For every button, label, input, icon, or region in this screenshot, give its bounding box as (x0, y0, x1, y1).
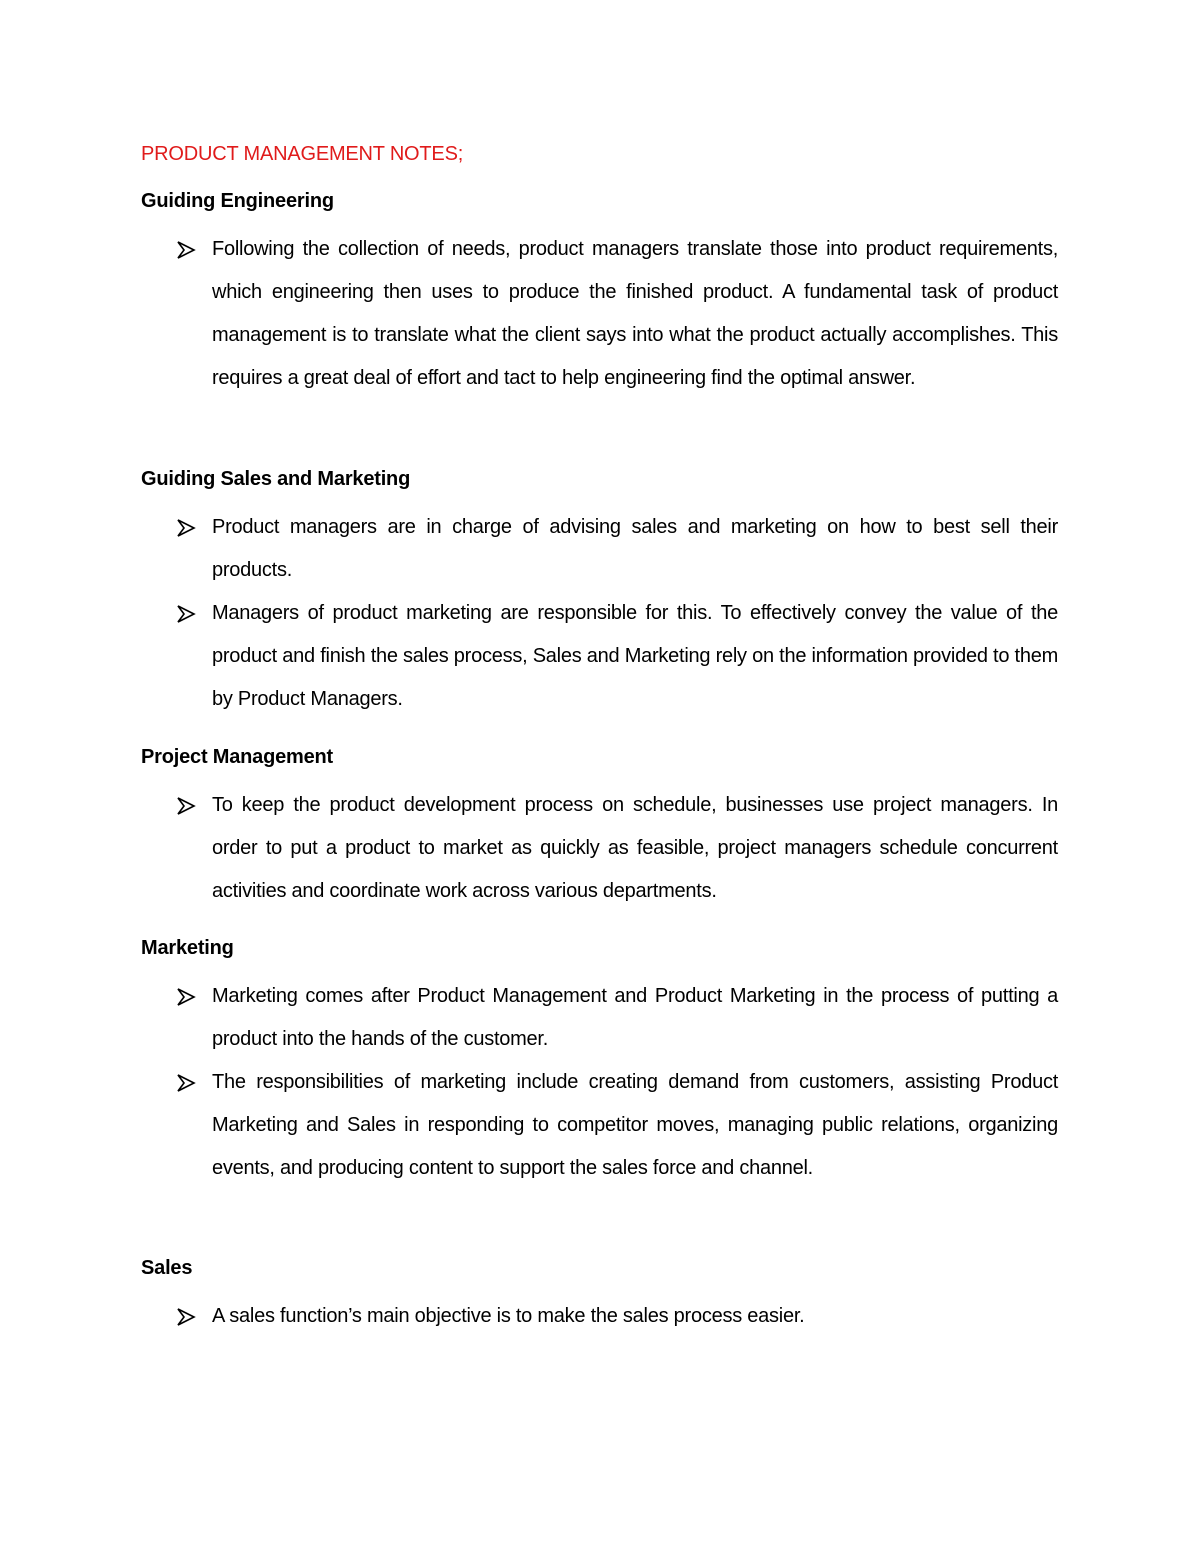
arrowhead-bullet-icon (176, 1073, 196, 1093)
list-item-text: Marketing comes after Product Management and Product Marketing in the process of putting a product into the hands of the customer. (212, 985, 1058, 1050)
arrowhead-bullet-icon (176, 796, 196, 816)
list-item-text: Following the collection of needs, product managers translate those into product requirements, which engineering then uses to produce the finished product. A fundamental task of product management is to translate what the client says into what the product actually accomplishes. This requires a great deal of effort and tact to help engineering find the optimal answer. (212, 238, 1058, 389)
arrowhead-bullet-icon (176, 1307, 196, 1327)
section-heading: Project Management (141, 746, 334, 768)
list-item-text: To keep the product development process on schedule, businesses use project managers. In order to put a product to market as quickly as feasible, project managers schedule concurrent activities and coordinate work across various departments. (212, 794, 1058, 902)
list-item-text: Product managers are in charge of advising sales and marketing on how to best sell their products. (212, 516, 1058, 581)
section-heading: Marketing (141, 937, 234, 959)
document-title: PRODUCT MANAGEMENT NOTES; (141, 143, 464, 165)
list-item-text: The responsibilities of marketing include creating demand from customers, assisting Product Marketing and Sales in responding to competitor moves, managing public relations, organizing events, and producing content to support the sales force and channel. (212, 1071, 1058, 1179)
arrowhead-bullet-icon (176, 240, 196, 260)
arrowhead-bullet-icon (176, 987, 196, 1007)
section-heading: Sales (141, 1257, 193, 1279)
arrowhead-bullet-icon (176, 518, 196, 538)
section-heading: Guiding Sales and Marketing (141, 468, 411, 490)
list-item-text: Managers of product marketing are responsible for this. To effectively convey the value of the product and finish the sales process, Sales and Marketing rely on the information provided to them by Product Managers. (212, 602, 1058, 710)
section-heading: Guiding Engineering (141, 190, 334, 212)
arrowhead-bullet-icon (176, 604, 196, 624)
list-item-text: A sales function’s main objective is to make the sales process easier. (212, 1305, 805, 1327)
